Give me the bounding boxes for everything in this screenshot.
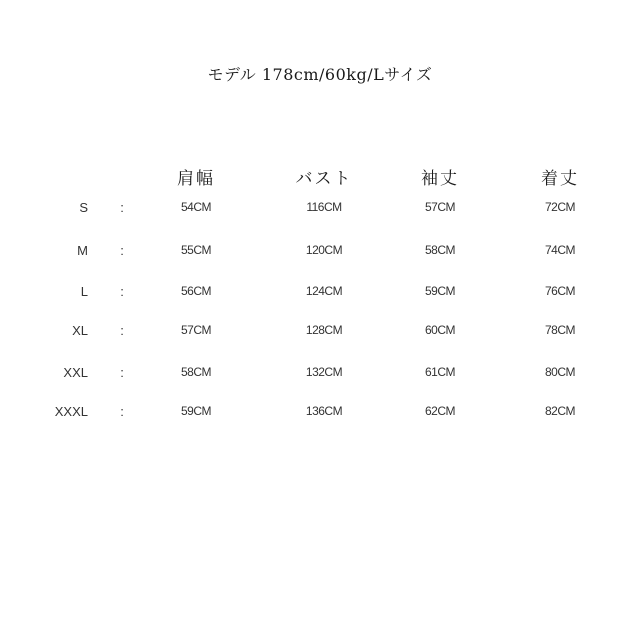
value-sleeve-length: 61CM <box>424 365 455 379</box>
header-sleeve-length: 袖丈 <box>421 169 459 189</box>
value-sleeve-length: 62CM <box>424 404 455 418</box>
value-sleeve-length: 58CM <box>424 243 455 257</box>
value-body-length: 74CM <box>544 243 575 257</box>
value-bust: 120CM <box>305 243 343 257</box>
value-body-length: 76CM <box>544 284 575 298</box>
header-body-length: 着丈 <box>541 169 579 189</box>
size-separator: : <box>120 365 124 380</box>
header-bust: バスト <box>295 169 353 189</box>
model-info: モデル 178cm/60kg/Lサイズ <box>207 65 433 84</box>
value-bust: 128CM <box>305 323 343 337</box>
value-sleeve-length: 57CM <box>424 200 455 214</box>
value-bust: 116CM <box>306 200 342 214</box>
size-separator: : <box>120 200 124 215</box>
value-shoulder-width: 59CM <box>180 404 211 418</box>
size-label: L <box>80 284 88 299</box>
header-shoulder-width: 肩幅 <box>177 169 215 189</box>
value-shoulder-width: 56CM <box>180 284 211 298</box>
value-shoulder-width: 54CM <box>180 200 211 214</box>
size-label: M <box>77 243 88 258</box>
value-body-length: 78CM <box>544 323 575 337</box>
value-body-length: 80CM <box>544 365 575 379</box>
value-body-length: 72CM <box>544 200 575 214</box>
size-separator: : <box>120 243 124 258</box>
value-bust: 136CM <box>305 404 343 418</box>
value-shoulder-width: 57CM <box>180 323 211 337</box>
value-bust: 124CM <box>305 284 343 298</box>
value-shoulder-width: 58CM <box>180 365 211 379</box>
value-body-length: 82CM <box>544 404 575 418</box>
size-label: XXL <box>63 365 88 380</box>
size-label: S <box>79 200 88 215</box>
value-bust: 132CM <box>305 365 343 379</box>
value-sleeve-length: 60CM <box>424 323 455 337</box>
size-separator: : <box>120 323 124 338</box>
value-shoulder-width: 55CM <box>180 243 211 257</box>
size-separator: : <box>120 404 124 419</box>
size-label: XXXL <box>54 404 88 419</box>
value-sleeve-length: 59CM <box>424 284 455 298</box>
size-label: XL <box>72 323 88 338</box>
size-separator: : <box>120 284 124 299</box>
